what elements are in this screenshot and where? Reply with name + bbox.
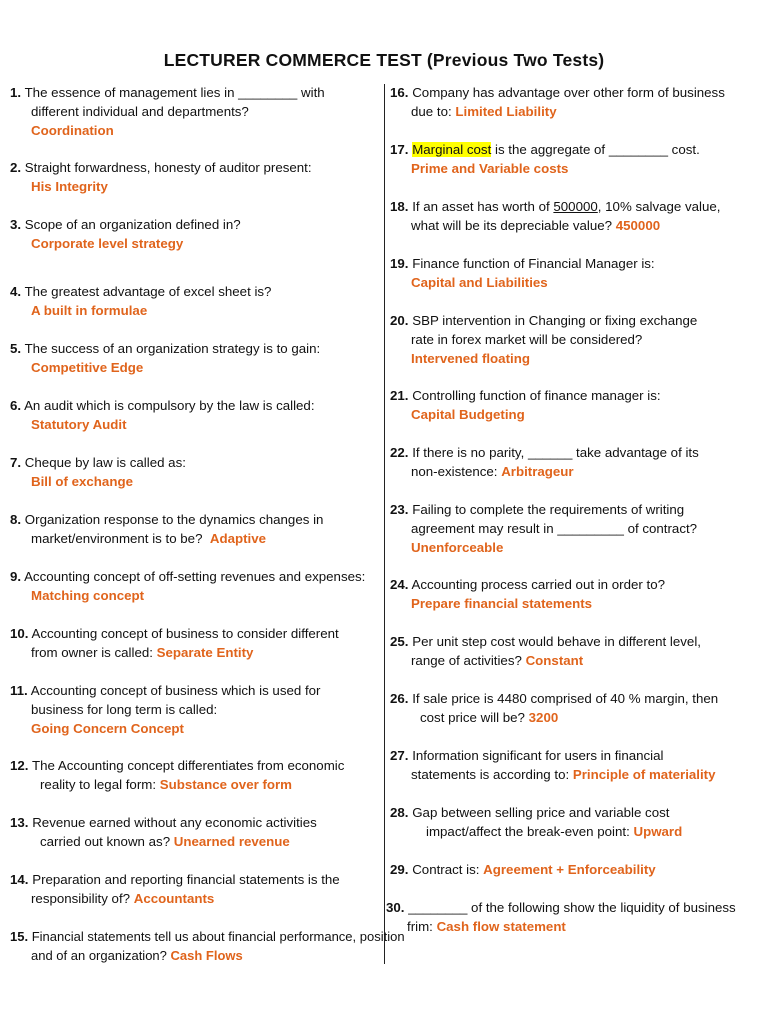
answer: Accountants: [133, 891, 215, 906]
answer: Unearned revenue: [173, 834, 290, 849]
question-1: 1. The essence of management lies in ________ with different individual and departments? Coordination: [10, 83, 368, 140]
question-8: 8. Organization response to the dynamics changes in market/environment is to be? Adaptive: [10, 512, 324, 546]
question-14: 14. Preparation and reporting financial statements is the responsibility of? Accountants: [10, 872, 340, 906]
question-15: 15. Financial statements tell us about financial performance, position and of an organization? Cash Flows: [10, 929, 405, 963]
answer: Cash Flows: [170, 948, 243, 963]
question-20: 20. SBP intervention in Changing or fixing exchange rate in forex market will be considered? Intervened floating: [390, 311, 750, 368]
answer: Corporate level strategy: [31, 236, 184, 251]
question-23: 23. Failing to complete the requirements of writing agreement may result in _________ of contract? Unenforceable: [390, 500, 750, 557]
question-4: 4. The greatest advantage of excel sheet is? A built in formulae: [10, 282, 368, 320]
question-6: 6. An audit which is compulsory by the law is called: Statutory Audit: [10, 396, 368, 434]
answer: Adaptive: [209, 531, 267, 546]
question-30: 30. ________ of the following show the liquidity of business frim: Cash flow statement: [386, 900, 736, 934]
question-17: 17. Marginal cost is the aggregate of ________ cost. Prime and Variable costs: [390, 140, 750, 178]
question-9: 9. Accounting concept of off-setting revenues and expenses: Matching concept: [10, 567, 385, 605]
answer: Limited Liability: [455, 104, 557, 119]
answer: Unenforceable: [411, 540, 504, 555]
answer: His Integrity: [31, 179, 108, 194]
question-3: 3. Scope of an organization defined in? Corporate level strategy: [10, 215, 368, 253]
answer: Agreement + Enforceability: [483, 862, 656, 877]
question-16: 16. Company has advantage over other form of business due to: Limited Liability: [390, 85, 725, 119]
question-10: 10. Accounting concept of business to consider different from owner is called: Separate Entity: [10, 626, 339, 660]
question-19: 19. Finance function of Financial Manager is: Capital and Liabilities: [390, 254, 750, 292]
question-13: 13. Revenue earned without any economic activities carried out known as? Unearned revenue: [10, 815, 317, 849]
question-21: 21. Controlling function of finance manager is: Capital Budgeting: [390, 386, 750, 424]
answer: Intervened floating: [411, 351, 530, 366]
answer: Bill of exchange: [31, 474, 133, 489]
answer: Statutory Audit: [31, 417, 127, 432]
answer: Going Concern Concept: [31, 721, 184, 736]
question-2: 2. Straight forwardness, honesty of auditor present: His Integrity: [10, 158, 368, 196]
answer: Principle of materiality: [572, 767, 716, 782]
answer: Arbitrageur: [501, 464, 574, 479]
answer: A built in formulae: [31, 303, 148, 318]
question-27: 27. Information significant for users in financial statements is according to: Principle of materiality: [390, 748, 716, 782]
answer: Separate Entity: [156, 645, 254, 660]
underlined-amount: 500000: [553, 199, 598, 214]
answer: Competitive Edge: [31, 360, 144, 375]
question-26: 26. If sale price is 4480 comprised of 40 % margin, then cost price will be? 3200: [390, 691, 719, 725]
answer: Matching concept: [31, 588, 145, 603]
question-29: 29. Contract is: Agreement + Enforceability: [390, 862, 656, 877]
page-title: LECTURER COMMERCE TEST (Previous Two Tests): [163, 50, 605, 70]
answer: Substance over form: [159, 777, 293, 792]
highlighted-term: Marginal cost: [412, 142, 492, 157]
answer: Prime and Variable costs: [411, 161, 569, 176]
answer: Constant: [525, 653, 584, 668]
answer: Capital and Liabilities: [411, 275, 548, 290]
answer: Upward: [633, 824, 683, 839]
question-5: 5. The success of an organization strategy is to gain: Competitive Edge: [10, 339, 368, 377]
question-25: 25. Per unit step cost would behave in different level, range of activities? Constant: [390, 634, 701, 668]
answer: 450000: [615, 218, 661, 233]
question-28: 28. Gap between selling price and variable cost impact/affect the break-even point: Upward: [390, 805, 683, 839]
answer: Prepare financial statements: [411, 596, 593, 611]
answer: Coordination: [31, 123, 114, 138]
question-12: 12. The Accounting concept differentiates from economic reality to legal form: Substance over form: [10, 758, 345, 792]
question-11: 11. Accounting concept of business which is used for business for long term is called: Going Concern Concept: [10, 681, 368, 738]
question-18: 18. If an asset has worth of 500000, 10% salvage value, what will be its depreciable value? 450000: [390, 199, 721, 233]
question-22: 22. If there is no parity, ______ take advantage of its non-existence: Arbitrageur: [390, 445, 699, 479]
answer: 3200: [528, 710, 559, 725]
question-7: 7. Cheque by law is called as: Bill of exchange: [10, 453, 368, 491]
question-24: 24. Accounting process carried out in order to? Prepare financial statements: [390, 575, 750, 613]
answer: Capital Budgeting: [411, 407, 525, 422]
column-divider: [384, 84, 385, 964]
answer: Cash flow statement: [436, 919, 566, 934]
